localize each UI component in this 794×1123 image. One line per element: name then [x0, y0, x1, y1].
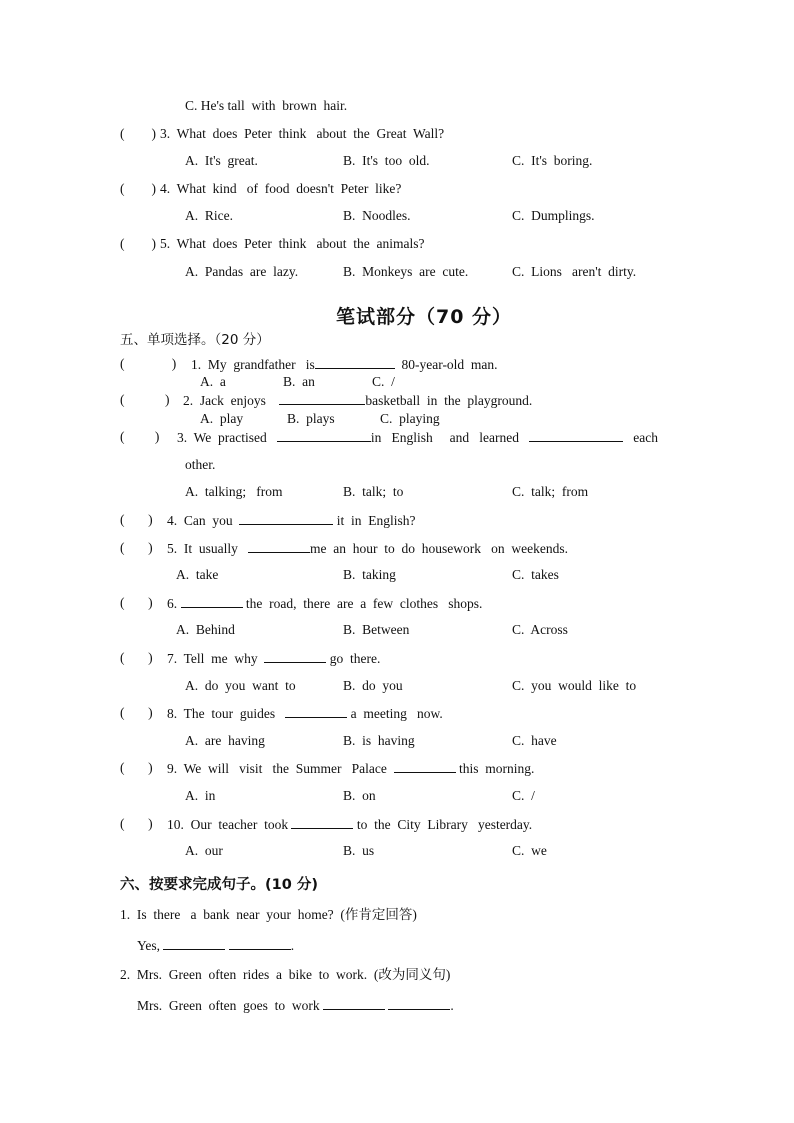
option-c: C. Dumplings. [512, 208, 595, 223]
option-a: A. It's great. [185, 153, 258, 168]
option-c: C. Lions aren't dirty. [512, 264, 637, 279]
option-a: A. Behind [176, 622, 235, 637]
answer-paren[interactable]: ( ) [120, 356, 177, 371]
option-b: B. plays [287, 411, 335, 426]
question-stem: 2. Jack enjoys basketball in the playground. [183, 393, 533, 408]
option-b: B. Between [343, 622, 410, 637]
section-5-heading: 五、单项选择。（20 分） [120, 332, 270, 348]
answer-paren[interactable]: ( ) [120, 760, 153, 775]
option-a: A. do you want to [185, 678, 296, 693]
option-a: A. our [185, 843, 223, 858]
answer-paren[interactable]: ( ) [120, 816, 153, 831]
option-a: A. take [176, 567, 219, 582]
option-c: C. / [512, 788, 535, 803]
option-c: C. / [372, 374, 395, 389]
option-a: A. play [200, 411, 244, 426]
written-section-title: 笔试部分（70 分） [336, 306, 513, 328]
option-b: B. us [343, 843, 375, 858]
question-stem: 8. The tour guides a meeting now. [167, 706, 443, 721]
answer-paren[interactable]: ( ) [120, 540, 153, 555]
sentence-1-stem: 1. Is there a bank near your home? (作肯定回答) [120, 907, 417, 922]
answer-paren[interactable]: ( ) [120, 512, 153, 527]
option-c: C. have [512, 733, 557, 748]
fill-blank[interactable] [529, 429, 623, 442]
sentence-2-stem: 2. Mrs. Green often rides a bike to work. (改为同义句) [120, 967, 451, 982]
fill-blank[interactable] [323, 997, 385, 1010]
option-b: B. Monkeys are cute. [343, 264, 469, 279]
option-c: C. playing [380, 411, 440, 426]
answer-paren[interactable]: ( ) [120, 126, 156, 141]
option-c: C. we [512, 843, 547, 858]
fill-blank[interactable] [279, 392, 365, 405]
option-c: C. It's boring. [512, 153, 593, 168]
fill-blank[interactable] [163, 937, 225, 950]
q2-option-c: C. He's tall with brown hair. [185, 98, 348, 113]
option-a: A. Pandas are lazy. [185, 264, 299, 279]
option-c: C. takes [512, 567, 559, 582]
answer-paren[interactable]: ( ) [120, 595, 153, 610]
answer-paren[interactable]: ( ) [120, 392, 170, 407]
option-b: B. It's too old. [343, 153, 430, 168]
answer-paren[interactable]: ( ) [120, 705, 153, 720]
fill-blank[interactable] [239, 512, 333, 525]
fill-blank[interactable] [229, 937, 291, 950]
option-c: C. you would like to [512, 678, 637, 693]
fill-blank[interactable] [264, 650, 326, 663]
option-a: A. Rice. [185, 208, 233, 223]
option-a: A. a [200, 374, 226, 389]
fill-blank[interactable] [291, 816, 353, 829]
question-stem: 4. What kind of food doesn't Peter like? [160, 181, 402, 196]
option-b: B. on [343, 788, 376, 803]
option-a: A. talking; from [185, 484, 283, 499]
question-stem: 6. the road, there are a few clothes shops. [167, 596, 483, 611]
question-stem: 3. What does Peter think about the Great Wall? [160, 126, 445, 141]
answer-paren[interactable]: ( ) [120, 429, 160, 444]
sentence-2-answer: Mrs. Green often goes to work . [137, 998, 454, 1013]
section-6-heading: 六、按要求完成句子。(10 分) [120, 877, 318, 893]
answer-paren[interactable]: ( ) [120, 181, 156, 196]
question-stem-continuation: other. [185, 457, 216, 472]
option-b: B. talk; to [343, 484, 404, 499]
fill-blank[interactable] [315, 356, 395, 369]
option-b: B. taking [343, 567, 396, 582]
option-b: B. is having [343, 733, 415, 748]
fill-blank[interactable] [181, 595, 243, 608]
option-a: A. are having [185, 733, 265, 748]
option-c: C. Across [512, 622, 568, 637]
question-stem: 7. Tell me why go there. [167, 651, 381, 666]
option-c: C. talk; from [512, 484, 589, 499]
question-stem: 9. We will visit the Summer Palace this morning. [167, 761, 535, 776]
option-b: B. Noodles. [343, 208, 411, 223]
option-a: A. in [185, 788, 216, 803]
sentence-1-answer: Yes, . [137, 938, 295, 953]
question-stem: 1. My grandfather is 80-year-old man. [191, 357, 498, 372]
question-stem: 10. Our teacher took to the City Library yesterday. [167, 817, 533, 832]
fill-blank[interactable] [248, 540, 310, 553]
answer-paren[interactable]: ( ) [120, 650, 153, 665]
fill-blank[interactable] [277, 429, 371, 442]
question-stem: 5. What does Peter think about the animals? [160, 236, 425, 251]
question-stem: 5. It usually me an hour to do housework on weekends. [167, 541, 568, 556]
option-b: B. an [283, 374, 315, 389]
fill-blank[interactable] [388, 997, 450, 1010]
question-stem: 3. We practised in English and learned each [177, 430, 658, 445]
question-stem: 4. Can you it in English? [167, 513, 416, 528]
answer-paren[interactable]: ( ) [120, 236, 156, 251]
fill-blank[interactable] [394, 760, 456, 773]
fill-blank[interactable] [285, 705, 347, 718]
option-b: B. do you [343, 678, 403, 693]
